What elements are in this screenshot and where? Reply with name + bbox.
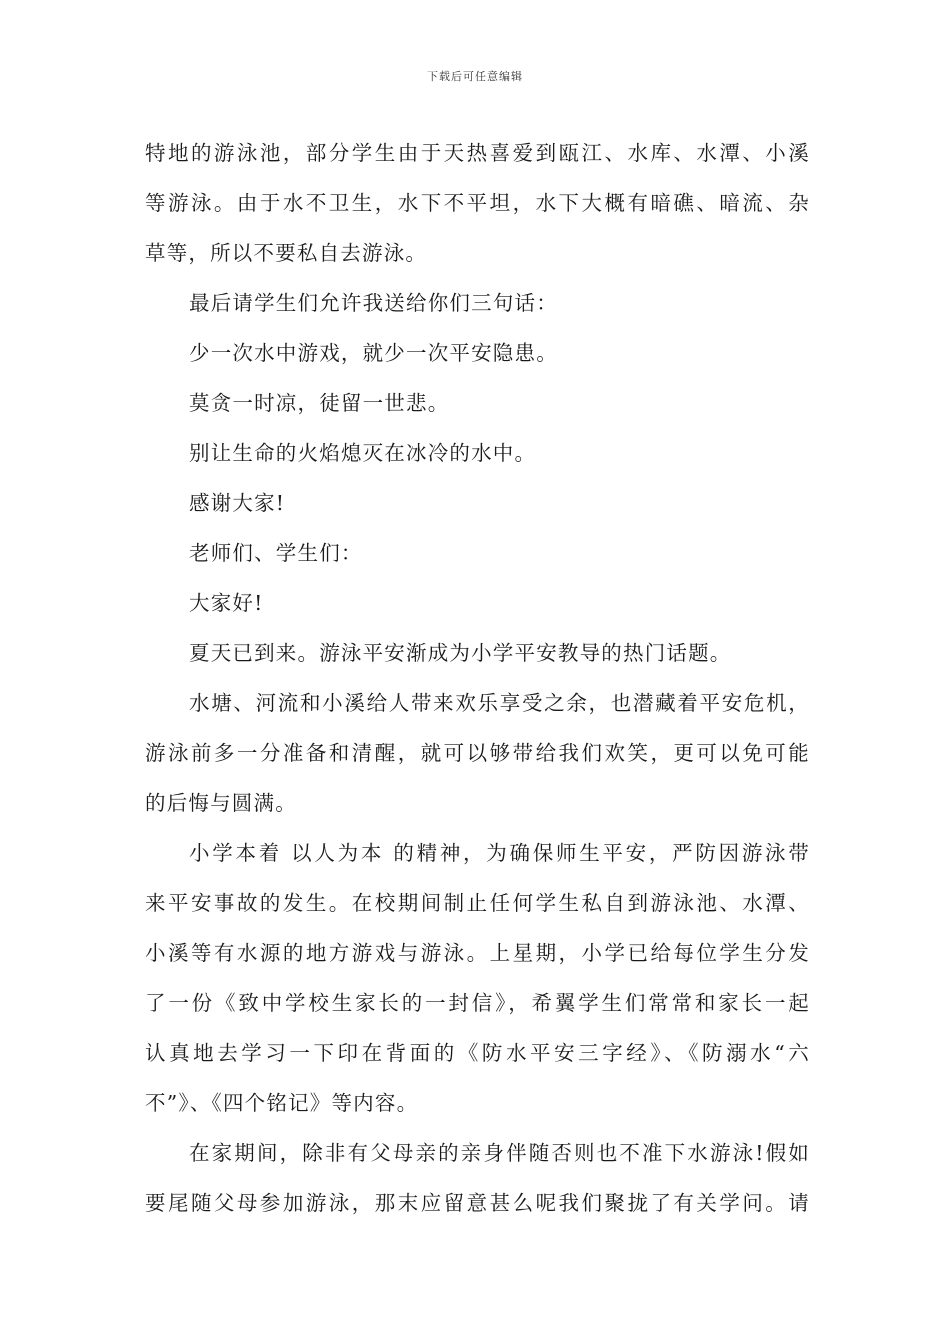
text-line: 莫贪一时凉，徒留一世悲。 <box>189 391 450 415</box>
text-line: 感谢大家! <box>189 491 286 515</box>
document-body <box>145 128 810 1228</box>
text-line: 少一次水中游戏，就少一次平安隐患。 <box>189 341 558 365</box>
text-line: 草等，所以不要私自去游泳。 <box>145 241 428 265</box>
text-line: 在家期间，除非有父母亲的亲身伴随否则也不准下水游泳!假如 <box>189 1141 810 1165</box>
text-line: 等游泳。由于水不卫生，水下不平坦，水下大概有暗礁、暗流、杂 <box>145 191 810 215</box>
text-line: 不”》、《四个铭记》等内容。 <box>145 1091 419 1115</box>
text-line: 特地的游泳池，部分学生由于天热喜爱到瓯江、水库、水潭、小溪 <box>145 141 810 165</box>
page-header: 下载后可任意编辑 <box>427 70 523 83</box>
text-line: 游泳前多一分准备和清醒，就可以够带给我们欢笑，更可以免可能 <box>145 741 810 765</box>
text-line: 夏天已到来。游泳平安渐成为小学平安教导的热门话题。 <box>189 641 732 665</box>
text-line: 要尾随父母参加游泳，那末应留意甚么呢我们聚拢了有关学问。请 <box>145 1191 810 1215</box>
text-line: 水塘、河流和小溪给人带来欢乐享受之余，也潜藏着平安危机， <box>189 691 810 715</box>
text-line: 最后请学生们允许我送给你们三句话： <box>189 291 558 315</box>
text-line: 来平安事故的发生。在校期间制止任何学生私自到游泳池、水潭、 <box>145 891 810 915</box>
text-line: 大家好! <box>189 591 264 615</box>
text-line: 认真地去学习一下印在背面的《防水平安三字经》、《防溺水“六 <box>145 1041 810 1065</box>
text-line: 小溪等有水源的地方游戏与游泳。上星期，小学已给每位学生分发 <box>145 941 810 965</box>
text-line: 别让生命的火焰熄灭在冰冷的水中。 <box>189 441 537 465</box>
text-line: 了一份《致中学校生家长的一封信》，希翼学生们常常和家长一起 <box>145 991 810 1015</box>
text-line: 老师们、学生们： <box>189 541 363 565</box>
text-line: 小学本着 以人为本 的精神，为确保师生平安，严防因游泳带 <box>189 841 810 865</box>
text-line: 的后悔与圆满。 <box>145 791 297 815</box>
